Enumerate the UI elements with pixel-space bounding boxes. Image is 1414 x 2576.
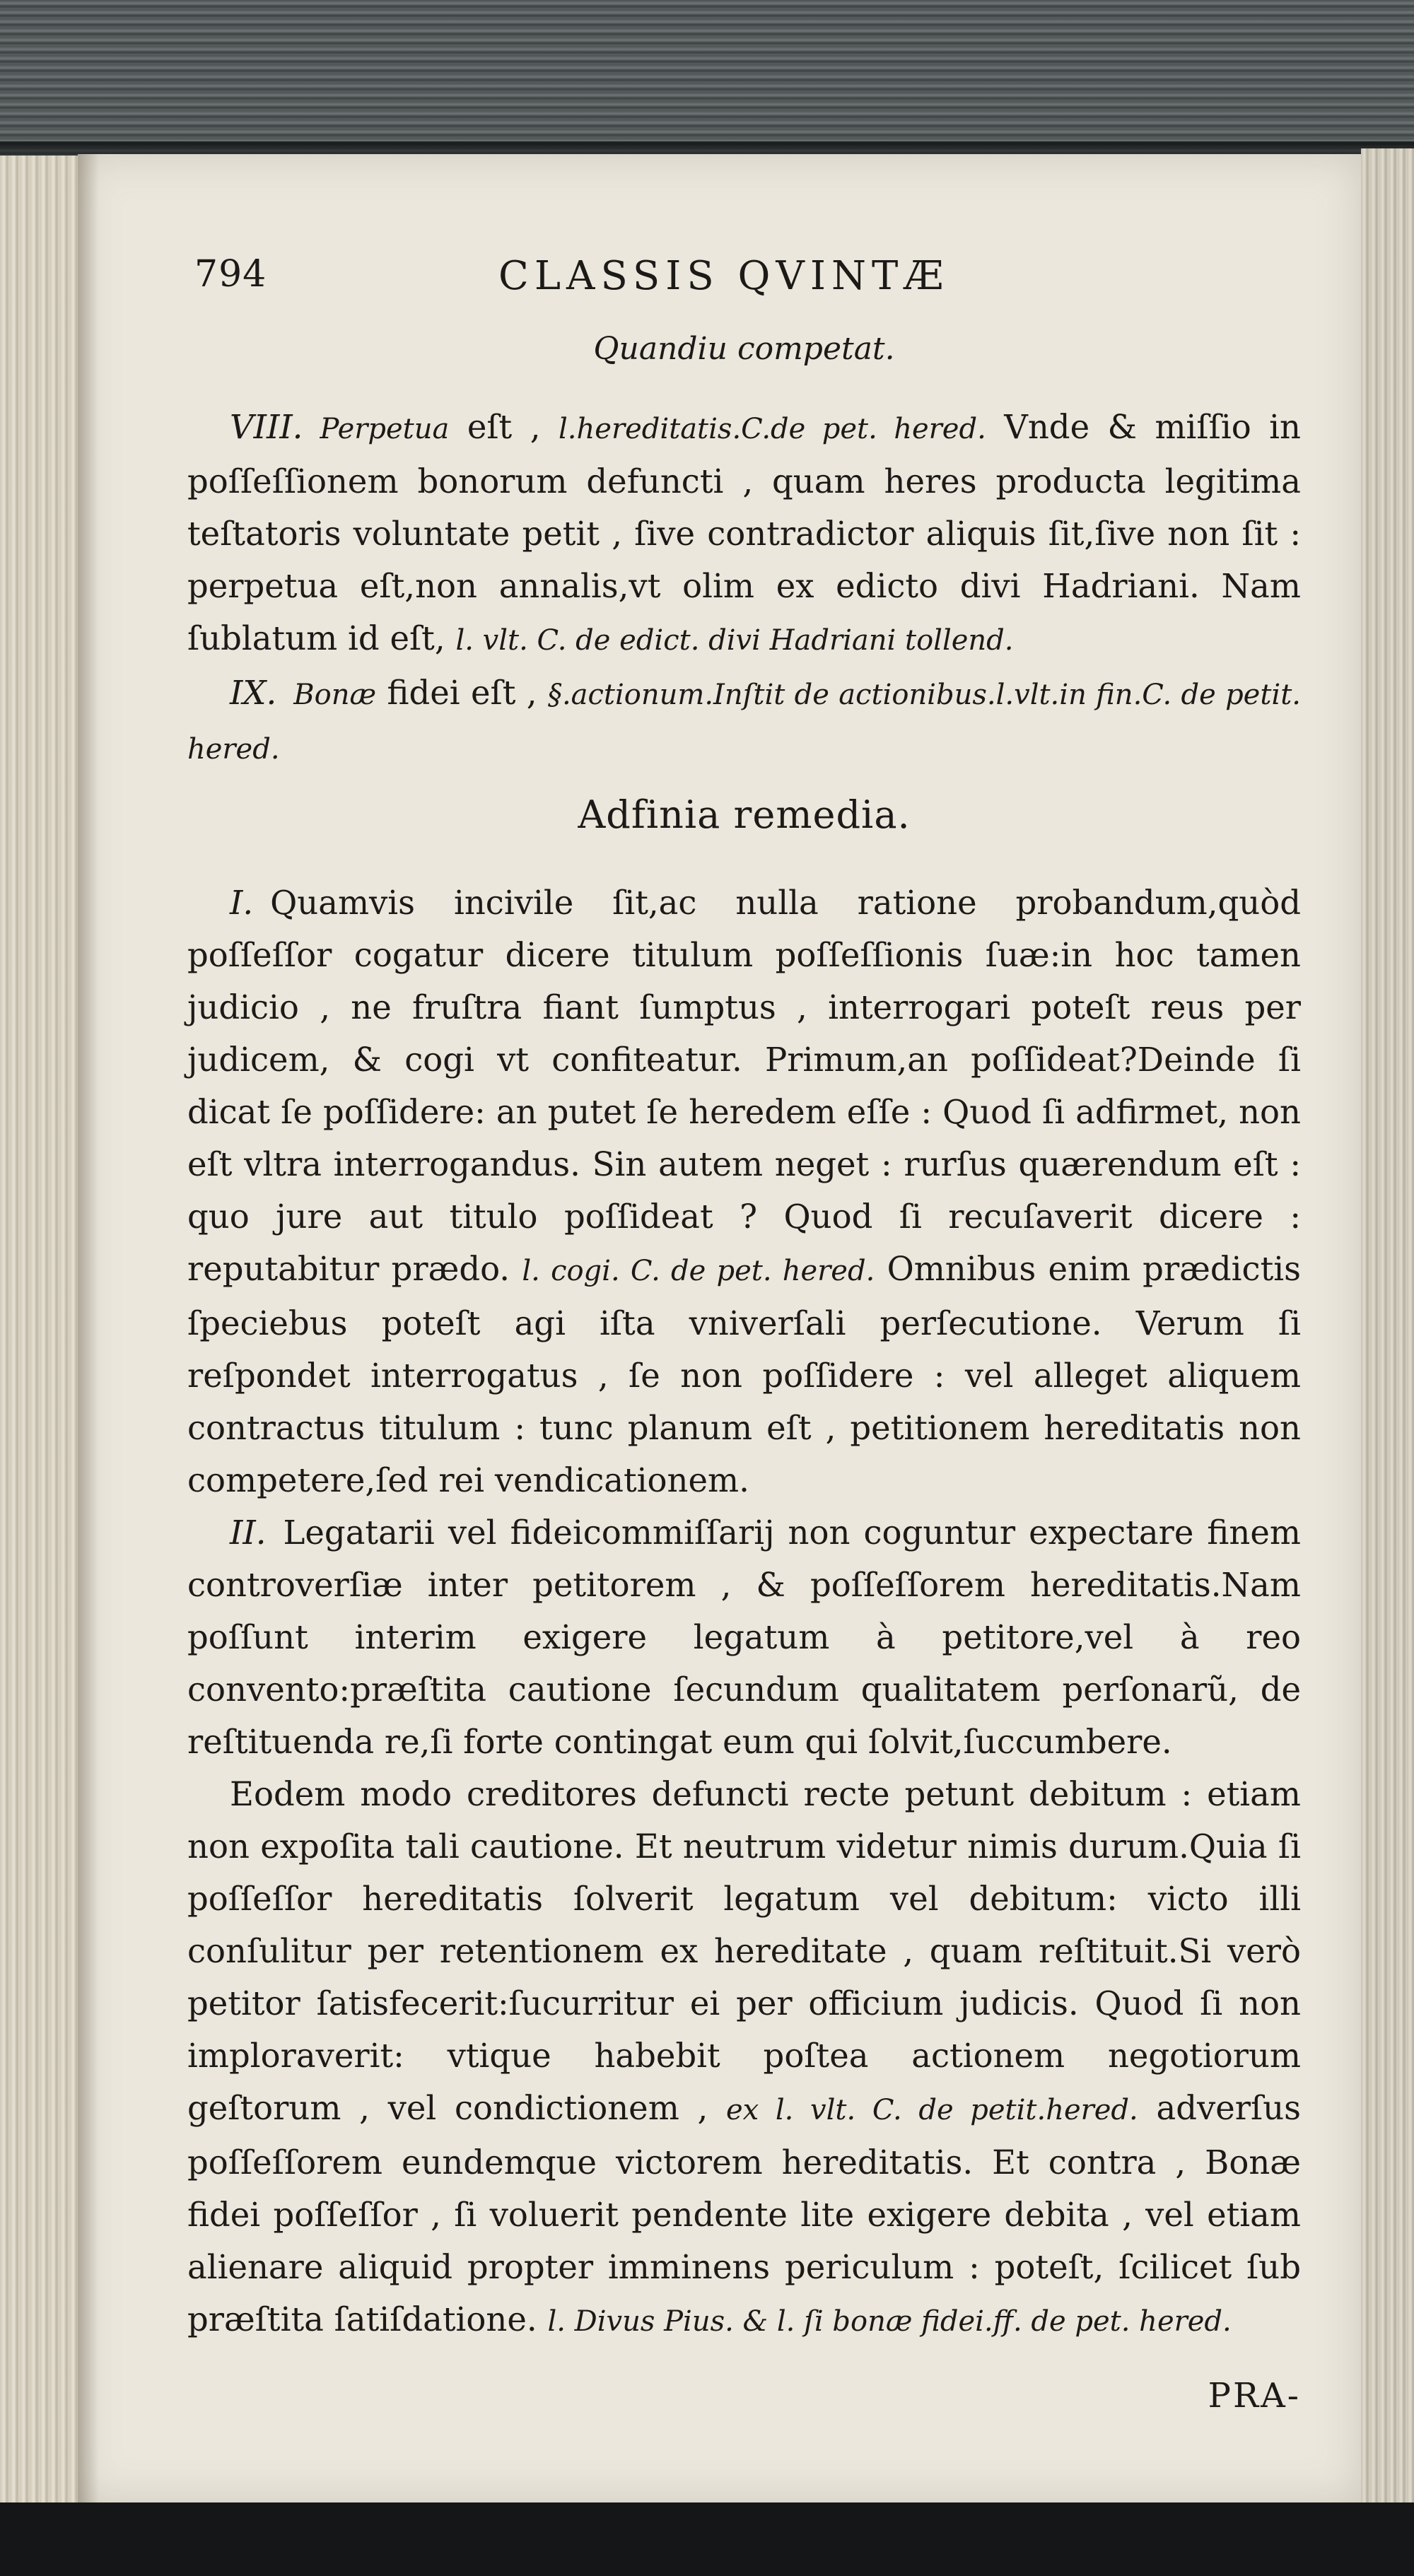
book-bottom-edge [0, 2502, 1414, 2576]
paragraph-number: VIII. [230, 408, 303, 446]
book-left-page-edges [0, 156, 78, 2502]
citation-text: l. Divus Pius. & l. ſi bonæ fidei.ff. de pet. hered. [547, 2305, 1232, 2338]
page-gutter-shadow [78, 154, 99, 2502]
body-text: fidei eſt , [376, 674, 548, 712]
paragraph-number: I. [230, 884, 254, 922]
body-text: eſt , [449, 408, 559, 446]
body-text: Vnde & miſſio in poſſeſſionem bonorum defuncti , quam heres producta legitima teſtatoris voluntate petit , ſive contradictor aliquis ſit,ſive non ſit : perpetua eſt,non annalis,vt olim ex edicto divi Hadriani. Nam ſublatum id eſt, [187, 408, 1302, 657]
catchword: PRA- [1208, 2376, 1301, 2416]
page-content [187, 246, 1301, 2425]
citation-text: §.actionum.Inſtit de actionibus.l.vlt.in fin.C. de petit. hered. [187, 679, 1301, 766]
page-number: 794 [194, 253, 267, 295]
book-right-page-edges [1361, 148, 1414, 2502]
items-before-section [187, 401, 1301, 775]
paragraphs-section [187, 877, 1301, 2348]
body-text: adverſus poſſeſſorem eundemque victorem hereditatis. Et contra , Bonæ fidei poſſeſſor , ſi voluerit pendente lite exigere debita , vel etiam alienare aliquid propter imminens periculum : poteſt, ſcilicet ſub præſtita ſatiſdatione. [187, 2089, 1301, 2338]
body-text: Quamvis incivile ſit,ac nulla ratione probandum,quòd poſſeſſor cogatur dicere titulum poſſeſſionis ſuæ:in hoc tamen judicio , ne fruſtra fiant ſumptus , interrogari poteſt reus per judicem, & cogi vt confiteatur. Primum,an poſſideat?Deinde ſi dicat ſe poſſidere: an putet ſe heredem eſſe : Quod ſi adfirmet, non eſt vltra interrogandus. Sin autem neget : rurſus quærendum eſt : quo jure aut titulo poſſideat ? Quod ſi recuſaverit dicere : reputabitur prædo. [187, 884, 1301, 1288]
paragraph [187, 401, 1301, 667]
citation-text: l. vlt. C. de edict. divi Hadriani tollend. [455, 624, 1014, 657]
section-heading: Adfinia remedia. [578, 792, 911, 837]
subheading: Quandiu competat. [593, 331, 895, 367]
body-text: Omnibus enim prædictis ſpeciebus poteſt agi iſta vniverſali perſecutione. Verum ſi reſpondet interrogatus , ſe non poſſidere : vel alleget aliquem contractus titulum : tunc planum eſt , petitionem hereditatis non competere,ſed rei vendicationem. [187, 1250, 1301, 1499]
citation-text: l. cogi. C. de pet. hered. [522, 1255, 875, 1287]
paragraph-number: IX. [230, 674, 277, 712]
paragraph [187, 877, 1301, 1506]
citation-text: l.hereditatis.C.de pet. hered. [559, 413, 986, 445]
book-top-edge [0, 0, 1414, 163]
paragraph [187, 1768, 1301, 2348]
citation-text: ex l. vlt. C. de petit.hered. [725, 2094, 1138, 2126]
paragraph [187, 1506, 1301, 1768]
paragraph [187, 667, 1301, 775]
body-text: Legatarii vel fideicommiſſarij non coguntur expectare finem controverſiæ inter petitorem , & poſſeſſorem hereditatis.Nam poſſunt interim exigere legatum à petitore,vel à reo convento:præſtita cautione ſecundum qualitatem perſonarũ, de reſtituenda re,ſi forte contingat eum qui ſolvit,ſuccumbere. [187, 1514, 1301, 1761]
running-title: CLASSIS QVINTÆ [498, 253, 950, 299]
running-head [187, 246, 1301, 317]
book-page [78, 154, 1361, 2502]
paragraph-number: II. [230, 1514, 267, 1552]
citation-text: Perpetua [320, 413, 450, 445]
citation-text: Bonæ [293, 679, 377, 711]
catchword-row [187, 2348, 1301, 2425]
body-text: Eodem modo creditores defuncti recte petunt debitum : etiam non expoſita tali cautione. Et neutrum videtur nimis durum.Quia ſi poſſeſſor hereditatis ſolverit legatum vel debitum: victo illi conſulitur per retentionem ex hereditate , quam reſtituit.Si verò petitor ſatisfecerit:ſucurritur ei per officium judicis. Quod ſi non imploraverit: vtique habebit poſtea actionem negotiorum geſtorum , vel condictionem , [187, 1775, 1301, 2127]
